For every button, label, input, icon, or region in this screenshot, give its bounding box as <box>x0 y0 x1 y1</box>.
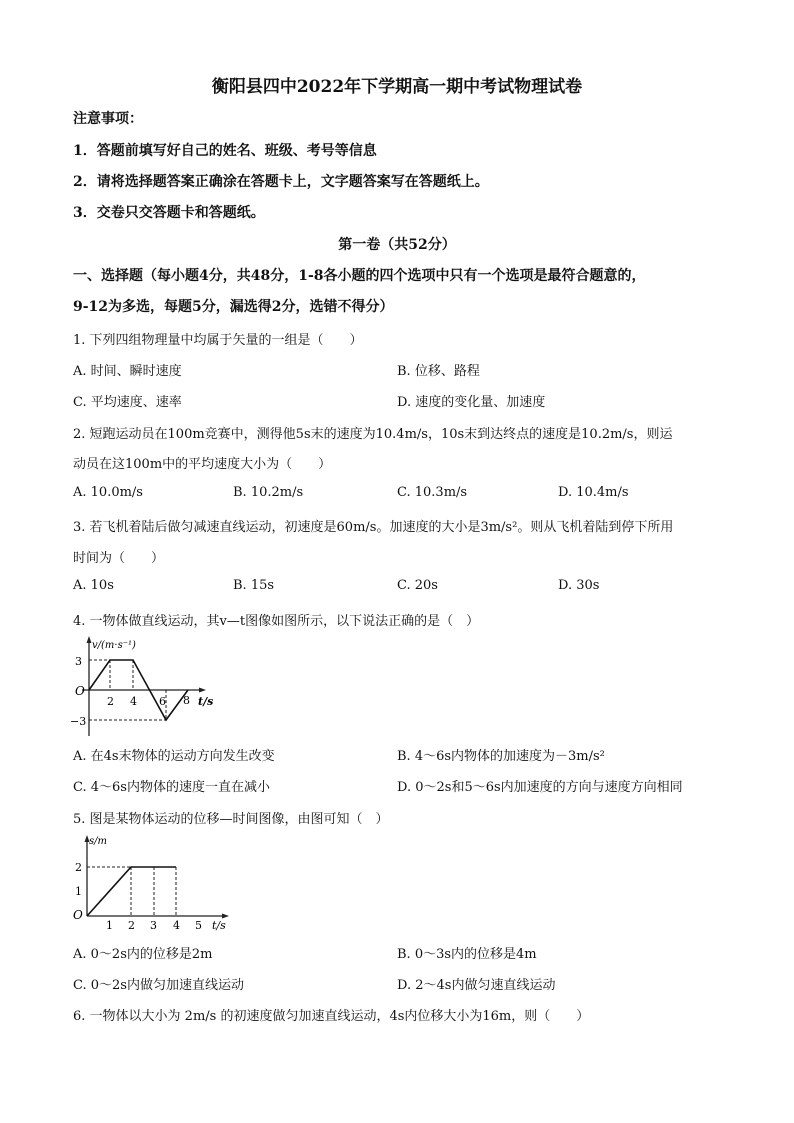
question-stem: 3. 若飞机着陆后做匀减速直线运动，初速度是60m/s。加速度的大小是3m/s²。则从飞机着陆到停下所用 <box>73 520 674 535</box>
option-d: D. 30s <box>558 578 600 593</box>
section-heading-line2: 9-12为多选，每题5分，漏选得2分，选错不得分） <box>73 299 394 315</box>
note-item: 3．交卷只交答题卡和答题纸。 <box>73 205 265 221</box>
option-b: B. 4～6s内物体的加速度为－3m/s² <box>397 749 605 764</box>
vt-ylabel: v/(m·s⁻¹) <box>92 640 136 651</box>
xt-graph <box>70 830 235 932</box>
option-b: B. 位移、路程 <box>397 364 480 379</box>
question-stem: 1. 下列四组物理量中均属于矢量的一组是（ ） <box>73 333 363 348</box>
question-stem: 5. 图是某物体运动的位移—时间图像，由图可知（ ） <box>73 812 389 827</box>
option-a: A. 时间、瞬时速度 <box>73 364 182 379</box>
vt-xtick: 8 <box>183 694 190 707</box>
xt-xtick: 5 <box>195 919 202 932</box>
vt-graph <box>70 633 220 743</box>
vt-ytick: 3 <box>75 655 82 668</box>
question-stem: 4. 一物体做直线运动，其v—t图像如图所示，以下说法正确的是（ ） <box>73 614 480 629</box>
option-b: B. 15s <box>233 578 275 593</box>
question-stem: 时间为（ ） <box>73 551 165 566</box>
vt-origin: O <box>75 684 85 698</box>
option-c: C. 0～2s内做匀加速直线运动 <box>73 978 244 993</box>
xt-ytick: 2 <box>75 861 82 874</box>
part-title: 第一卷（共52分） <box>338 237 456 253</box>
xt-xlabel: t/s <box>212 919 226 932</box>
section-heading-line1: 一、选择题（每小题4分，共48分，1-8各小题的四个选项中只有一个选项是最符合题意的， <box>73 268 646 284</box>
question-stem: 2. 短跑运动员在100m竞赛中，测得他5s末的速度为10.4m/s，10s末到达终点的速度是10.2m/s，则运 <box>73 427 673 442</box>
option-a: A. 0～2s内的位移是2m <box>73 947 213 962</box>
option-a: A. 10.0m/s <box>73 485 143 500</box>
vt-xlabel: t/s <box>198 695 214 708</box>
vt-xtick: 2 <box>107 695 114 708</box>
xt-xtick: 3 <box>150 919 157 932</box>
question-stem: 动员在这100m中的平均速度大小为（ ） <box>73 457 332 472</box>
option-d: D. 10.4m/s <box>558 485 629 500</box>
xt-xtick: 1 <box>106 919 113 932</box>
option-a: A. 在4s末物体的运动方向发生改变 <box>73 749 275 764</box>
xt-xtick: 2 <box>128 919 135 932</box>
vt-ytick: −3 <box>70 715 87 728</box>
xt-origin: O <box>73 908 83 922</box>
xt-ytick: 1 <box>75 885 82 898</box>
option-c: C. 4～6s内物体的速度一直在减小 <box>73 780 270 795</box>
notes-heading: 注意事项： <box>73 111 143 127</box>
option-d: D. 2～4s内做匀速直线运动 <box>397 978 556 993</box>
note-item: 2．请将选择题答案正确涂在答题卡上，文字题答案写在答题纸上。 <box>73 174 489 190</box>
vt-xtick: 4 <box>130 695 137 708</box>
option-c: C. 平均速度、速率 <box>73 395 182 410</box>
option-d: D. 速度的变化量、加速度 <box>397 395 546 410</box>
option-d: D. 0～2s和5～6s内加速度的方向与速度方向相同 <box>397 780 683 795</box>
vt-xtick: 6 <box>159 695 166 708</box>
option-b: B. 10.2m/s <box>233 485 304 500</box>
note-item: 1．答题前填写好自己的姓名、班级、考号等信息 <box>73 143 377 159</box>
option-c: C. 10.3m/s <box>397 485 468 500</box>
xt-ylabel: s/m <box>89 836 107 847</box>
option-a: A. 10s <box>73 578 114 593</box>
exam-title: 衡阳县四中2022年下学期高一期中考试物理试卷 <box>211 77 583 97</box>
question-stem: 6. 一物体以大小为 2m/s 的初速度做匀加速直线运动，4s内位移大小为16m，则（ ） <box>73 1009 590 1024</box>
option-b: B. 0～3s内的位移是4m <box>397 947 537 962</box>
xt-xtick: 4 <box>173 919 180 932</box>
option-c: C. 20s <box>397 578 438 593</box>
